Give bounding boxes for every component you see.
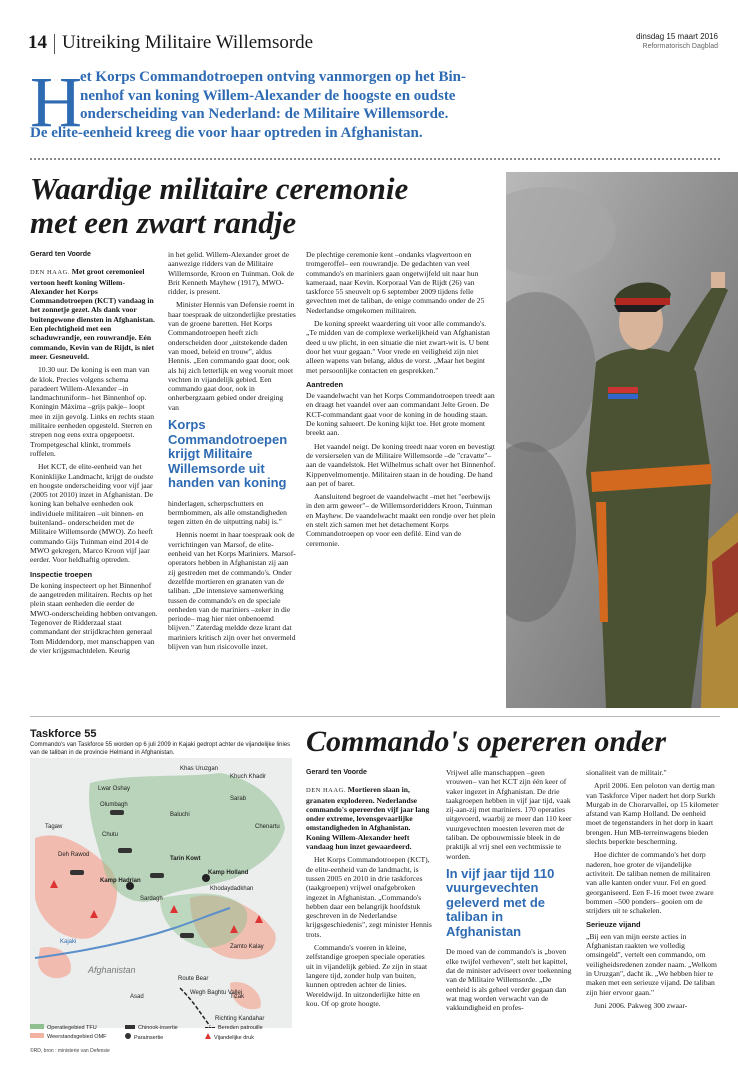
section-divider bbox=[30, 716, 720, 717]
place-label: Tarin Kowt bbox=[170, 856, 201, 862]
paragraph: in het gelid. Willem-Alexander groet de aanwezige ridders van de Militaire Willemsorde, Kroon en Tuinman. Ook de Brit Kenneth Mayhew (1917), MWO-ridder, is present. bbox=[168, 250, 295, 297]
paragraph: Minister Hennis van Defensie roemt in haar toespraak de uitzonderlijke prestaties van de groene baretten. Het Korps Commandotroepen heeft zich onderscheiden door „uitstekende daden van moed, beleid en trouw", aldus Hennis. „Een commando gaat door, ook als hij zich letterlijk en weg vooruit moet vechten in vijandelijk gebied. Een commando gaat door, ook in onherbergzaam gebied onder dreiging van bbox=[168, 300, 296, 412]
place-label: Sardagh bbox=[140, 896, 163, 902]
place-label: Kamp Hadrian bbox=[100, 878, 141, 884]
place-label: Asad bbox=[130, 994, 144, 1000]
place-label: Khodaydadkhan bbox=[210, 886, 254, 892]
place-label: Chenartu bbox=[255, 824, 280, 830]
place-label: Baluchi bbox=[170, 812, 190, 818]
legend-item: Chinook-insertie bbox=[125, 1024, 178, 1032]
article-headline bbox=[30, 172, 490, 240]
place-label: Wegh Baghtu Vallei bbox=[190, 990, 243, 996]
headline-line: met een zwart randje bbox=[30, 205, 297, 240]
paragraph: Het Korps Commandotroepen (KCT), de elite-eenheid van de landmacht, is tussen 2005 en 2010 in drie taskforces (taakgroepen) vrijwel onafgebroken ingezet in Afghanistan. „Commando's hebben daar een belangrijk hoofdstuk geschreven in de Nederlandse krijgsgeschiedenis", zegt minister Hennis trots. bbox=[306, 855, 432, 939]
dateline: DEN HAAG. bbox=[30, 269, 70, 277]
map-title: Taskforce 55 bbox=[30, 728, 97, 740]
paragraph: De koning inspecteert op het Binnenhof de aangetreden militairen. Rechts op het plein staan eenheden die eerder de MWO-onderscheiding hebben ontvangen. Tegenover de Ridderzaal staat commandant der strijdkrachten generaal Tom Middendorp, met manschappen van de vier krijgsmachtdelen. Keurig bbox=[30, 580, 158, 655]
map-subtitle: Commando's van Taskforce 55 worden op 6 juli 2009 in Kajaki gedropt achter de vijandelijke linies van de taliban in de provincie Helmand in Afghanistan. bbox=[30, 742, 291, 756]
section-title: Uitreiking Militaire Willemsorde bbox=[62, 32, 314, 53]
article-intro bbox=[306, 785, 434, 851]
article1-column-3 bbox=[306, 250, 496, 552]
paragraph: De moed van de commando's is „boven elke twijfel verheven", stelt het kapittel, dat de minister adviseert over toekenning van de Militaire Willemsorde. „De eenheid is als geheel verder gegaan dan wat mag worden verwacht van de vakkundigheid en profes- bbox=[446, 947, 572, 1013]
paragraph: Juni 2006. Pakweg 300 zwaar- bbox=[594, 1000, 688, 1010]
paragraph: Vrijwel alle manschappen –geen vrouwen– van het KCT zijn één keer of vaker ingezet in Afghanistan. De drie taakgroepen hebben in vijf jaar tijd, vaak zij-aan-zij met mariniers. 170 operaties uitgevoerd, waarbij ze meer dan 110 keer vuurgevechten moesten leveren met de taliban. De opbouwmissie bleek in de praktijk al vrij snel een vechtmissie te worden. bbox=[446, 768, 572, 861]
article2-column-3 bbox=[586, 768, 720, 1014]
map-credit: ©RD, bron : ministerie van Defensie bbox=[30, 1048, 110, 1054]
dateline: DEN HAAG. bbox=[306, 787, 346, 795]
paragraph: Het KCT, de elite-eenheid van het Koninklijke Landmacht, krijgt de oudste en hoogste onderscheiding voor vijf jaar (2005 tot 2010) inzet in Afghanistan. De koning kan behalve eenheden ook individuele militairen –uit binnen- en buitenland– onderscheiden met de Militaire Willemsorde (MWO). Zo heeft commando Gijs Tuinman eind 2014 de MWO gekregen, Marco Kroon vijf jaar eerder. Voor heldhaftig optreden. bbox=[30, 462, 154, 565]
paragraph: De plechtige ceremonie kent –ondanks vlagvertoon en tromgeroffel– een rouwrandje. De gedachten van veel commando's en mariniers gaan ongetwijfeld uit naar hun kameraad, naar Kevin. Korporaal Van de Rijdt (26) van taskforce 55 sneuvelt op 6 september 2009 tijdens felle gevechten met de taliban, de enige commando onder de 25 Nederlandse omgekomen militairen. bbox=[306, 250, 485, 315]
page-header bbox=[28, 32, 718, 60]
place-label: Sarab bbox=[230, 796, 247, 802]
place-label: Kamp Holland bbox=[208, 870, 249, 876]
place-label: Olumbagh bbox=[100, 802, 128, 808]
paragraph: De vaandelwacht van het Korps Commandotroepen treedt aan en draagt het vaandel over aan commandant Jelte Groen. De KCT-commandant gaat voor de koning in de houding staan. De koning salueert. De koning kijkt toe. Het grote moment breekt aan. bbox=[306, 391, 495, 438]
article1-column-1 bbox=[30, 250, 158, 659]
place-label: Afghanistan bbox=[88, 965, 136, 975]
paragraph: Hoe dichter de commando's het dorp naderen, hoe groter de vijandelijke activiteit. De taliban nemen de militairen van alle kanten onder vuur. Fel en goed georganiseerd. Een F-16 moet twee zware bommen –500 ponders– gooien om de strijders uit te schakelen. bbox=[586, 850, 714, 916]
paragraph: Aansluitend begroet de vaandelwacht –met het "eerbewijs in den arm geweer"– de Willemsorderidders Kroon, Tuinman en Mayhew. De vaandelwacht maakt een rondje over het plein en stelt zich samen met het detachement Korps Commandotroepen op voor een defilé. Eind van de ceremonie. bbox=[306, 492, 496, 548]
lead-line: De elite-eenheid kreeg die voor haar optreden in Afghanistan. bbox=[30, 124, 423, 141]
lead-line: nenhof van koning Willem-Alexander de hoogste en oudste bbox=[80, 87, 456, 104]
issue-date: dinsdag 15 maart 2016 bbox=[636, 32, 718, 41]
paragraph: „Bij een van mijn eerste acties in Afghanistan raakten we volledig omsingeld", vertelt een commando, om veiligheidsredenen zonder naam. „Welkom in Uruzgan", dacht ik. „We hebben hier te maken met een serieuze vijand. De taliban zijn hier ervoor gaan." bbox=[586, 931, 717, 997]
lead-text bbox=[30, 62, 720, 142]
byline: Gerard ten Voorde bbox=[306, 769, 367, 776]
article-intro bbox=[30, 267, 158, 361]
place-label: Lwar Oshay bbox=[98, 786, 131, 792]
subheading: Serieuze vijand bbox=[586, 920, 641, 930]
paragraph: Hennis noemt in haar toespraak ook de verrichtingen van Marsof, de elite-eenheid van het Korps Mariniers. Marsof-operators hebben in Afghanistan zij aan zij gestreden met de commando's. Onder dezelfde mortieren en granaten van de taliban. „De intensieve samenwerking tussen de commando's en de speciale eenheden van de mariniers –zeker in die periode– mag hier niet onbenoemd blijven." Zaterdag meldde deze krant dat mariniers kritisch zijn over het onvermeld blijven van hun risicovolle inzet. bbox=[168, 530, 296, 651]
pull-quote: Korps Commandotroepen krijgt Militaire Willemsorde uit handen van koning bbox=[168, 417, 288, 491]
page-number: 14 bbox=[28, 32, 47, 53]
headline-line: Waardige militaire ceremonie bbox=[30, 171, 409, 206]
legend-item: Operatiegebied TFU bbox=[30, 1024, 97, 1032]
place-label: Tizak bbox=[230, 994, 245, 1000]
paragraph: April 2006. Een peloton van dertig man van Taskforce Viper nadert het dorp Surkh Murgab in de Chorarvallei, op 15 kilometer afstand van Kamp Holland. De eenheid moet de tegenstanders in het dorp in kaart brengen. Hun MB-terreinwagens bieden slechts beperkte bescherming. bbox=[586, 781, 719, 847]
place-label: Khuch Khadir bbox=[230, 774, 267, 780]
lead-line: et Korps Commandotroepen ontving vanmorgen op het Bin- bbox=[80, 69, 466, 85]
legend-item: Parainsertie bbox=[125, 1033, 163, 1042]
king-saluting-illustration bbox=[506, 172, 738, 708]
legend-item: Bereden patrouille bbox=[205, 1024, 263, 1032]
lead-line: onderscheiding van Nederland: de Militaire Willemsorde. bbox=[80, 106, 449, 122]
lead-paragraph bbox=[30, 62, 720, 158]
legend-item: Vijandelijke druk bbox=[205, 1033, 254, 1042]
subheading: Aantreden bbox=[306, 379, 344, 389]
paragraph: Commando's voeren in kleine, zelfstandige groepen speciale operaties uit in vijandelijk gebied. Ze zijn in staat langere tijd, zonder hulp van buiten, kunnen optreden achter de linies. Wereldwijd. In uitzonderlijke hitte en kou. Of op grote hoogte. bbox=[306, 943, 428, 1008]
header-divider bbox=[54, 34, 55, 54]
pull-quote: In vijf jaar tijd 110 vuurgevechten geleverd met de taliban in Afghanistan bbox=[446, 865, 555, 939]
place-label: Khas Uruzgan bbox=[180, 766, 219, 772]
article1-column-2 bbox=[168, 250, 296, 655]
intro-text: Met groot ceremonieel vertoon heeft koning Willem-Alexander het Korps Commandotroepen (KCT) vandaag in het zonnetje gezet. Als dank voor buitengewone diensten in Afghanistan. Een plechtigheid met een schaduwrandje, een rouwrandje. Eén commando, Kevin van de Rijdt, is niet meer. Gesneuveld. bbox=[30, 267, 155, 361]
place-label: Kajaki bbox=[60, 939, 77, 945]
drop-cap: H bbox=[30, 62, 82, 142]
paragraph: Het vaandel neigt. De koning treedt naar voren en bevestigt de versierselen van de Militaire Willemsorde –de "cravatte"– aan de vaandelstok. Het Wilhelmus schalt over het Binnenhof. Kippenvelmomentje. Militairen staan in de houding. De hand aan pet of baret. bbox=[306, 441, 496, 488]
place-label: Chutu bbox=[102, 832, 119, 838]
king-photo bbox=[506, 172, 738, 708]
paragraph: 10.30 uur. De koning is een man van de klok. Precies volgens schema paradeert Willem-Alexander –in landmachtuniform– het Binnenhof op. Koningin Máxima –grijs pakje– loopt mee in zijn gevolg. Links en rechts staan militaire eenheden opgesteld. Sterren en strepen nog eens extra opgepoetst. Trompetgeschal klinkt, trommels roffelen. bbox=[30, 365, 154, 458]
article2-headline: Commando's opereren onder bbox=[306, 725, 667, 758]
intro-text: Mortieren slaan in, granaten exploderen. Nederlandse commando's opereerden vijf jaar lang onder extreme, levensgevaarlijke omstandigheden in Afghanistan. Koning Willem-Alexander heeft vandaag hun inzet gewaardeerd. bbox=[306, 785, 430, 852]
paragraph: sionaliteit van de militair." bbox=[586, 768, 667, 777]
byline: Gerard ten Voorde bbox=[30, 251, 91, 258]
place-label: Richting Kandahar bbox=[215, 1016, 265, 1022]
place-label: Route Bear bbox=[178, 976, 209, 982]
newspaper-name: Reformatorisch Dagblad bbox=[642, 43, 718, 50]
legend-item: Weerstandsgebied OMF bbox=[30, 1033, 107, 1041]
article2-column-1 bbox=[306, 768, 434, 1012]
place-label: Zamto Kalay bbox=[230, 944, 264, 950]
place-label: Tagaw bbox=[45, 824, 63, 830]
taskforce-map bbox=[30, 758, 292, 1028]
paragraph: De koning spreekt waardering uit voor alle commando's. „Te midden van de complexe werkelijkheid van Afghanistan deed u uw plicht, in een situatie die niet zwart-wit is. U bent door het vuur gegaan." Voor vrede en veiligheid zijn niet alleen wapens van belang, aldus de vorst. „Maar het begint met persoonlijke contacten en gesprekken." bbox=[306, 319, 490, 375]
article2-column-2 bbox=[446, 768, 574, 1017]
paragraph: hinderlagen, scherpschutters en bermbommen, als alle omstandigheden tegen zitten én de uitputting nabij is." bbox=[168, 498, 287, 527]
subheading: Inspectie troepen bbox=[30, 569, 93, 579]
dotted-divider bbox=[30, 158, 720, 160]
place-label: Deh Rawod bbox=[58, 852, 90, 858]
